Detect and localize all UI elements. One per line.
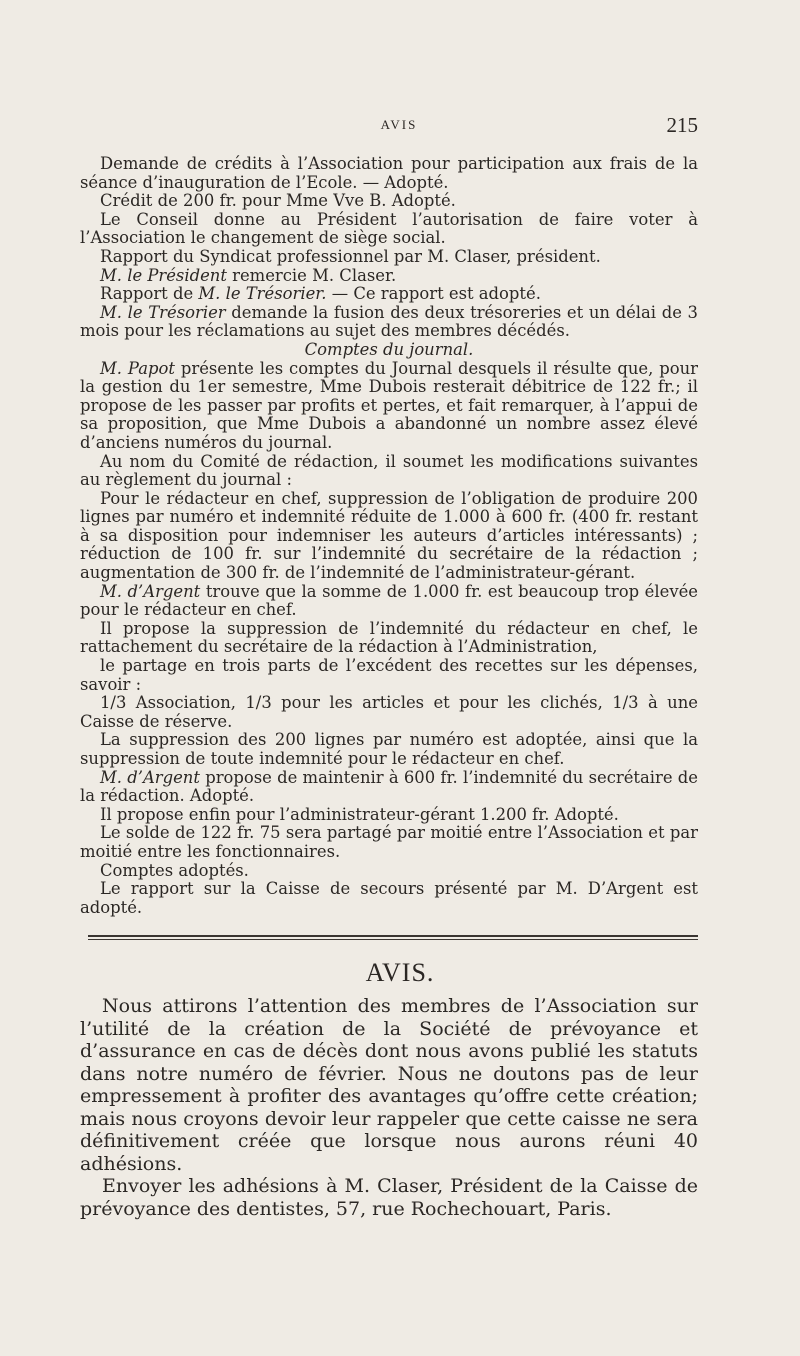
notice-paragraph: Nous attirons l’attention des membres de l’Association sur l’utilité de la création de la Société de prévoyance et d’assurance en cas de décès dont nous avons publié les statuts dans notre numéro de février. Nous ne doutons pas de leur empressement à profiter des avantages qu’offre cette création; mais nous croyons devoir leur rappeler que cette caisse ne sera définitivement créée que lorsque nous aurons réuni 40 adhésions.: [80, 995, 698, 1175]
paragraph: M. d’Argent trouve que la somme de 1.000 fr. est beaucoup trop élevée pour le rédacteur en chef.: [80, 581, 698, 620]
paragraph: Demande de crédits à l’Association pour participation aux frais de la séance d’inauguration de l’Ecole. — Adopté.: [80, 154, 698, 192]
paragraph: Rapport du Syndicat professionnel par M. Claser, président.: [100, 246, 601, 266]
paragraph: M. le Trésorier demande la fusion des deux trésoreries et un délai de 3 mois pour les réclamations au sujet des membres décédés.: [80, 302, 698, 341]
paragraph: Il propose la suppression de l’indemnité du rédacteur en chef, le rattachement du secrétaire de la rédaction à l’Administration,: [80, 618, 698, 657]
paragraph: le partage en trois parts de l’excédent des recettes sur les dépenses, savoir :: [80, 656, 698, 694]
paragraph: Au nom du Comité de rédaction, il soumet les modifications suivantes au règlement du journal :: [80, 451, 698, 490]
paragraph: M. le Président remercie M. Claser.: [100, 265, 397, 285]
paragraph: Le Conseil donne au Président l’autorisation de faire voter à l’Association le changement de siège social.: [80, 209, 698, 248]
paragraph: Comptes adoptés.: [100, 860, 249, 880]
paragraph: 1/3 Association, 1/3 pour les articles et pour les clichés, 1/3 à une Caisse de réserve.: [80, 693, 698, 731]
page-header: [100, 113, 698, 147]
double-rule-divider: [88, 935, 698, 940]
section-heading: Comptes du journal.: [304, 339, 474, 359]
paragraph: Pour le rédacteur en chef, suppression de l’obligation de produire 200 lignes par numéro et indemnité réduite de 1.000 à 600 fr. (400 fr. restant à sa disposition pour indemniser les auteurs d’articles intéressants) ; réduction de 100 fr. sur l’indemnité du secrétaire de la rédaction ; augmentation de 300 fr. de l’indemnité de l’administrateur-gérant.: [80, 488, 698, 583]
notice-paragraph: Envoyer les adhésions à M. Claser, Président de la Caisse de prévoyance des dentistes, 57, rue Rochechouart, Paris.: [80, 1175, 698, 1220]
page-number: 215: [666, 113, 698, 137]
paragraph: Crédit de 200 fr. pour Mme Vve B. Adopté.: [100, 191, 456, 211]
paragraph: Rapport de M. le Trésorier. — Ce rapport est adopté.: [100, 284, 541, 304]
meeting-minutes: [80, 155, 698, 917]
paragraph: Le solde de 122 fr. 75 sera partagé par moitié entre l’Association et par moitié entre les fonctionnaires.: [80, 823, 698, 861]
paragraph: Le rapport sur la Caisse de secours présenté par M. D’Argent est adopté.: [80, 879, 698, 917]
paragraph: M. d’Argent propose de maintenir à 600 fr. l’indemnité du secrétaire de la rédaction. Adopté.: [80, 767, 698, 806]
notice-title: AVIS.: [365, 958, 435, 987]
notice-body: [80, 995, 698, 1220]
paragraph: La suppression des 200 lignes par numéro est adoptée, ainsi que la suppression de toute indemnité pour le rédacteur en chef.: [80, 730, 698, 768]
paragraph: Il propose enfin pour l’administrateur-gérant 1.200 fr. Adopté.: [100, 804, 619, 824]
paragraph: M. Papot présente les comptes du Journal desquels il résulte que, pour la gestion du 1er semestre, Mme Dubois resterait débitrice de 122 fr.; il propose de les passer par profits et pertes, et fait remarquer, à l’appui de sa proposition, que Mme Dubois a abandonné un nombre assez élevé d’anciens numéros du journal.: [80, 358, 698, 452]
running-title: AVIS: [380, 117, 418, 132]
